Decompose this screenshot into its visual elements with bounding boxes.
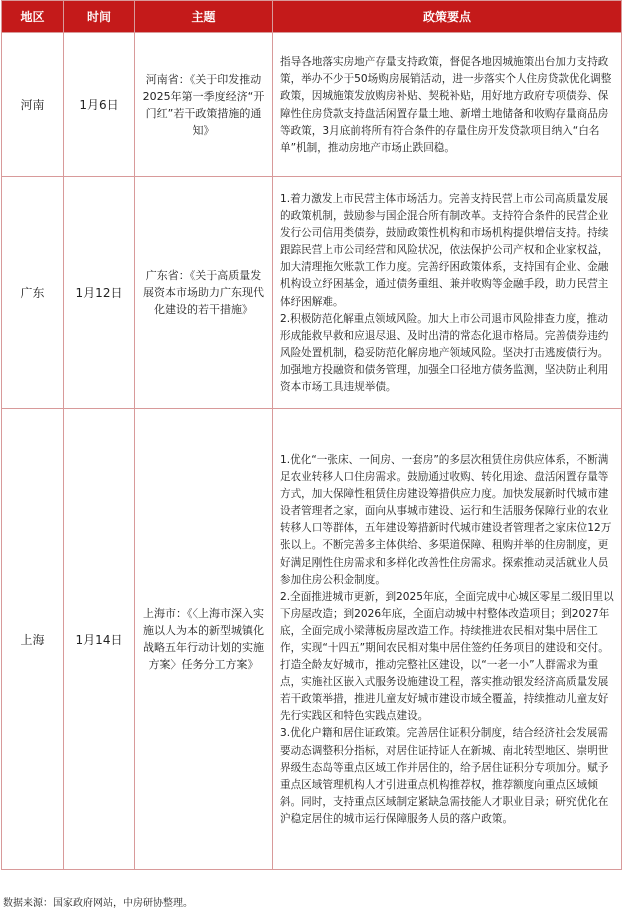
policy-table <box>1 0 622 870</box>
policy-point: 1.着力激发上市民营主体市场活力。完善支持民营上市公司高质量发展的政策机制，鼓励参与国企混合所有制改革。支持符合条件的民营企业发行公司信用类债券，鼓励政策性机构和市场机构提供增信支持。持续跟踪民营上市公司经营和风险状况，依法保护公司产权和企业家权益，加大清理拖欠账款工作力度。完善纾困政策体系，支持国有企业、金融机构设立纾困基金，通过债务重组、兼并收购等金融手段，助力民营主体纾困解难。 <box>280 192 609 308</box>
date-cell: 1月12日 <box>64 177 135 409</box>
policy-points-cell <box>273 33 622 177</box>
policy-points-cell <box>273 177 622 409</box>
region-cell: 广东 <box>2 177 64 409</box>
header-region: 地区 <box>2 1 64 33</box>
header-topic: 主题 <box>135 1 273 33</box>
topic-cell: 上海市：《〈上海市深入实施以人为本的新型城镇化战略五年行动计划的实施方案〉任务分工方案》 <box>135 409 273 870</box>
header-row <box>2 1 622 33</box>
policy-point: 3.优化户籍和居住证政策。完善居住证积分制度，结合经济社会发展需要动态调整积分指标，对居住证持证人在新城、南北转型地区、崇明世界级生态岛等重点区域工作并居住的，给予居住证积分专项加分。赋予重点区域管理机构人才引进重点机构推荐权，推荐额度向重点区域倾斜。同时，支持重点区域制定紧缺急需技能人才职业目录；研究优化在沪稳定居住的城市运行保障服务人员的落户政策。 <box>280 727 609 825</box>
policy-point: 指导各地落实房地产存量支持政策，督促各地因城施策出台加力支持政策，举办不少于50场购房展销活动，进一步落实个人住房贷款优化调整政策，因城施策发放购房补贴、契税补贴，用好地方政府专项债券、保障性住房贷款支持盘活闲置存量土地、新增土地储备和收购存量商品房等政策，3月底前将所有符合条件的存量住房开发贷款项目纳入“白名单”机制，推动房地产市场止跌回稳。 <box>280 56 612 154</box>
header-policy-points: 政策要点 <box>273 1 622 33</box>
table-row <box>2 409 622 870</box>
policy-point: 2.全面推进城市更新，到2025年底，全面完成中心城区零星二级旧里以下房屋改造；到2026年底，全面启动城中村整体改造项目；到2027年底，全面完成小梁薄板房屋改造工作。持续推进农民相对集中居住工作，实现“十四五”期间农民相对集中居住签约任务项目的建设和交付。打造全龄友好城市，推动完整社区建设，以“一老一小”人群需求为重点，实施社区嵌入式服务设施建设工程，落实推动银发经济高质量发展若干政策举措，推进儿童友好城市建设市域全覆盖，持续推动儿童友好先行实践区和特色实践点建设。 <box>280 590 614 723</box>
table-row <box>2 33 622 177</box>
topic-cell: 河南省：《关于印发推动2025年第一季度经济“开门红”若干政策措施的通知》 <box>135 33 273 177</box>
date-cell: 1月6日 <box>64 33 135 177</box>
policy-point: 1.优化“一张床、一间房、一套房”的多层次租赁住房供应体系，不断满足农业转移人口住房需求。鼓励通过收购、转化用途、盘活闲置存量等方式，加大保障性租赁住房建设筹措供应力度。加快发展新时代城市建设者管理者之家，面向从事城市建设、运行和生活服务保障行业的农业转移人口等群体，五年建设筹措新时代城市建设者管理者之家床位12万张以上。不断完善多主体供给、多渠道保障、租购并举的住房制度，更好满足刚性住房需求和多样化改善性住房需求。探索推动灵活就业人员参加住房公积金制度。 <box>280 453 612 586</box>
policy-point: 2.积极防范化解重点领域风险。加大上市公司退市风险排查力度，推动形成能救早救和应退尽退、及时出清的常态化退市格局。完善债券违约风险处置机制，稳妥防范化解房地产领域风险。坚决打击逃废债行为。加强地方投融资和债务管理，加强全口径地方债务监测，坚决防止利用资本市场工具违规举债。 <box>280 312 609 393</box>
header-date: 时间 <box>64 1 135 33</box>
topic-cell: 广东省：《关于高质量发展资本市场助力广东现代化建设的若干措施》 <box>135 177 273 409</box>
source-note: 数据来源：国家政府网站，中房研协整理。 <box>3 898 193 909</box>
date-cell: 1月14日 <box>64 409 135 870</box>
policy-points-cell <box>273 409 622 870</box>
table-row <box>2 177 622 409</box>
region-cell: 河南 <box>2 33 64 177</box>
region-cell: 上海 <box>2 409 64 870</box>
